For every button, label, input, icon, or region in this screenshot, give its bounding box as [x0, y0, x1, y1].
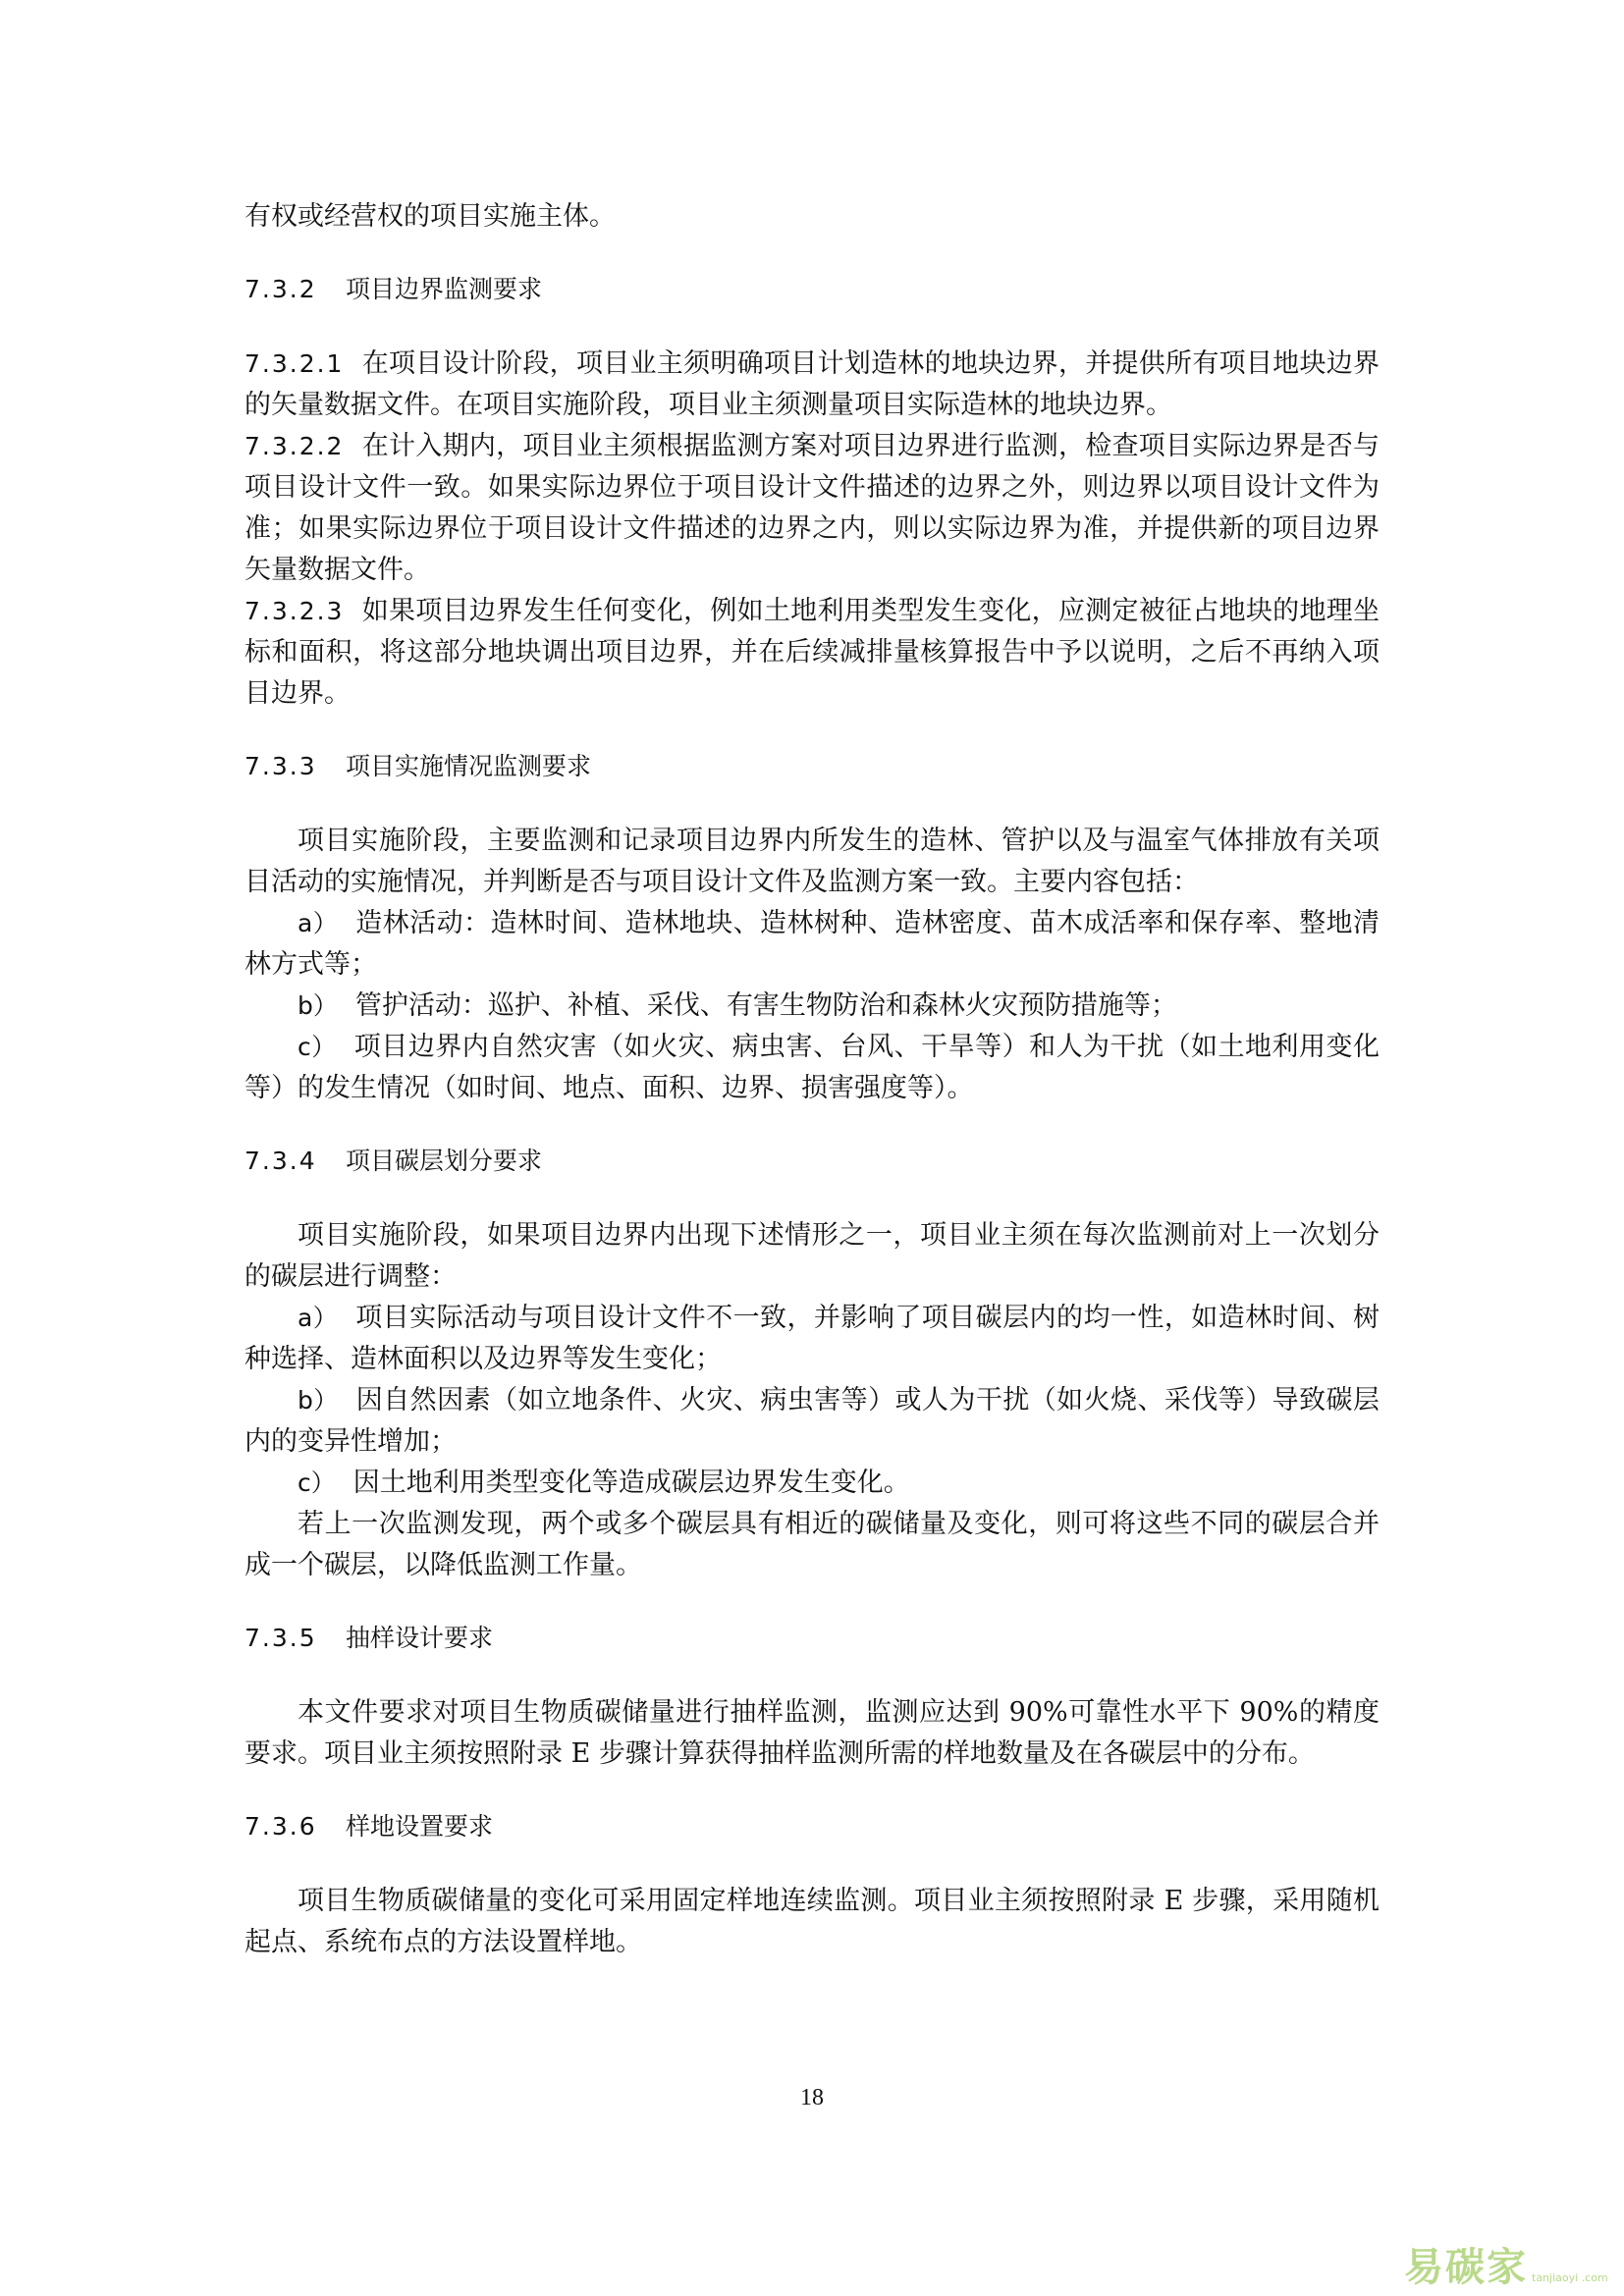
clause-number: 7.3.2.3	[244, 597, 345, 625]
section-number: 7.3.2	[244, 275, 317, 303]
clause-7-3-2-3	[244, 591, 1380, 715]
list-text: 因土地利用类型变化等造成碳层边界发生变化。	[352, 1468, 910, 1498]
section-heading-7-3-3	[244, 746, 1380, 787]
page-content	[244, 196, 1380, 1963]
paragraph: 本文件要求对项目生物质碳储量进行抽样监测，监测应达到 90%可靠性水平下 90%的精度要求。项目业主须按照附录 E 步骤计算获得抽样监测所需的样地数量及在各碳层中的分布。	[244, 1697, 1380, 1769]
clause-number: 7.3.2.2	[244, 432, 345, 460]
section-number: 7.3.6	[244, 1812, 317, 1841]
section-heading-7-3-4	[244, 1141, 1380, 1182]
section-title: 项目碳层划分要求	[346, 1147, 543, 1175]
watermark-subtext: tanjiaoyi .com	[1532, 2271, 1608, 2284]
clause-text: 在计入期内，项目业主须根据监测方案对项目边界进行监测，检查项目实际边界是否与项目设计文件一致。如果实际边界位于项目设计文件描述的边界之外，则边界以项目设计文件为准；如果实际边界位于项目设计文件描述的边界之内，则以实际边界为准，并提供新的项目边界矢量数据文件。	[244, 431, 1380, 585]
clause-7-3-2-1	[244, 344, 1380, 426]
list-item-c	[244, 1463, 1380, 1504]
list-text: 管护活动：巡护、补植、采伐、有害生物防治和森林火灾预防措施等；	[354, 990, 1177, 1021]
list-label: c）	[298, 1033, 337, 1061]
section-title: 样地设置要求	[346, 1812, 494, 1841]
list-text: 造林活动：造林时间、造林地块、造林树种、造林密度、苗木成活率和保存率、整地清林方式等；	[244, 908, 1380, 980]
list-label: b）	[298, 991, 338, 1020]
clause-7-3-2-2	[244, 426, 1380, 591]
paragraph: 项目生物质碳储量的变化可采用固定样地连续监测。项目业主须按照附录 E 步骤，采用随机起点、系统布点的方法设置样地。	[244, 1886, 1380, 1957]
list-label: c）	[298, 1468, 336, 1497]
list-item-a	[244, 903, 1380, 986]
section-number: 7.3.4	[244, 1147, 317, 1175]
watermark-text: 易碳家	[1404, 2245, 1528, 2290]
section-heading-7-3-2	[244, 269, 1380, 310]
list-item-a	[244, 1298, 1380, 1380]
section-number: 7.3.3	[244, 752, 317, 780]
list-label: a）	[298, 909, 339, 937]
clause-number: 7.3.2.1	[244, 349, 345, 378]
section-title: 抽样设计要求	[346, 1624, 494, 1652]
section-title: 项目实施情况监测要求	[346, 752, 592, 780]
list-text: 项目边界内自然灾害（如火灾、病虫害、台风、干旱等）和人为干扰（如土地利用变化等）的发生情况（如时间、地点、面积、边界、损害强度等）。	[244, 1032, 1380, 1103]
paragraph: 项目实施阶段，主要监测和记录项目边界内所发生的造林、管护以及与温室气体排放有关项目活动的实施情况，并判断是否与项目设计文件及监测方案一致。主要内容包括：	[244, 826, 1380, 897]
page-number: 18	[800, 2085, 824, 2110]
clause-text: 如果项目边界发生任何变化，例如土地利用类型发生变化，应测定被征占地块的地理坐标和面积，将这部分地块调出项目边界，并在后续减排量核算报告中予以说明，之后不再纳入项目边界。	[244, 596, 1380, 709]
list-text: 因自然因素（如立地条件、火灾、病虫害等）或人为干扰（如火烧、采伐等）导致碳层内的变异性增加；	[244, 1385, 1380, 1457]
watermark-logo	[1404, 2236, 1608, 2292]
section-number: 7.3.5	[244, 1624, 317, 1652]
clause-text: 在项目设计阶段，项目业主须明确项目计划造林的地块边界，并提供所有项目地块边界的矢量数据文件。在项目实施阶段，项目业主须测量项目实际造林的地块边界。	[244, 348, 1380, 420]
list-item-b	[244, 986, 1380, 1027]
intro-line: 有权或经营权的项目实施主体。	[244, 201, 616, 232]
section-title: 项目边界监测要求	[346, 275, 543, 303]
list-item-c	[244, 1027, 1380, 1109]
list-label: a）	[298, 1304, 339, 1332]
list-text: 项目实际活动与项目设计文件不一致，并影响了项目碳层内的均一性，如造林时间、树种选择、造林面积以及边界等发生变化；	[244, 1303, 1380, 1374]
paragraph: 若上一次监测发现，两个或多个碳层具有相近的碳储量及变化，则可将这些不同的碳层合并成一个碳层，以降低监测工作量。	[244, 1509, 1380, 1580]
paragraph: 项目实施阶段，如果项目边界内出现下述情形之一，项目业主须在每次监测前对上一次划分的碳层进行调整：	[244, 1220, 1380, 1292]
section-heading-7-3-6	[244, 1806, 1380, 1847]
list-item-b	[244, 1380, 1380, 1463]
section-heading-7-3-5	[244, 1618, 1380, 1659]
list-label: b）	[298, 1386, 339, 1415]
